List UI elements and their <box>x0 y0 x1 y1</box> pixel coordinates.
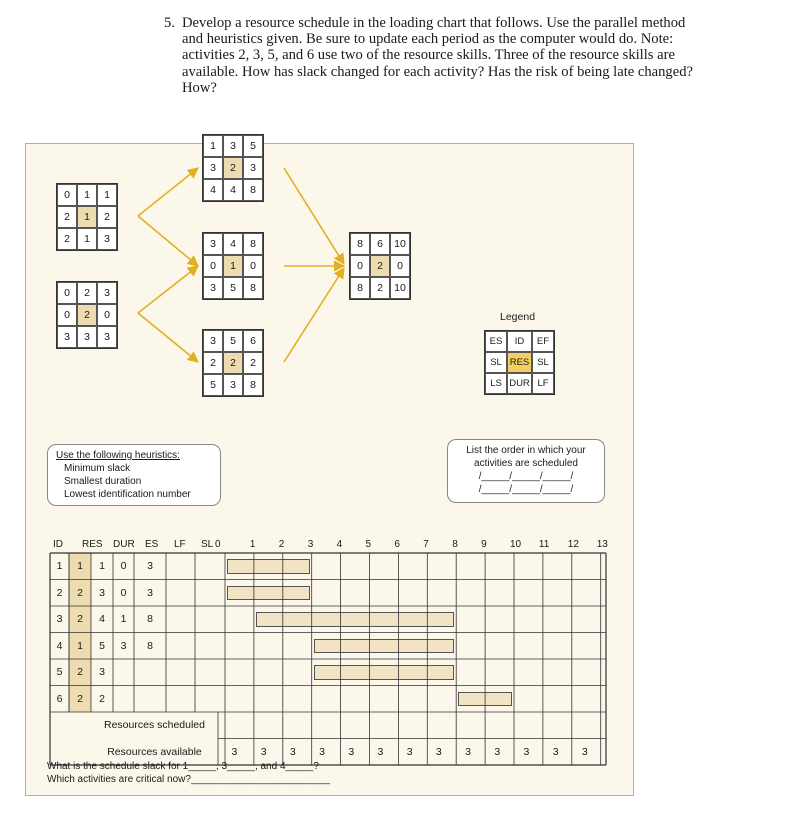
table-cell-id: 3 <box>56 613 63 626</box>
table-cell-es: 0 <box>120 586 127 599</box>
node-cell: 2 <box>223 352 243 374</box>
node-cell: 0 <box>350 255 370 277</box>
time-label: 13 <box>596 539 608 550</box>
time-label: 10 <box>510 539 522 550</box>
available-value: 3 <box>465 745 471 758</box>
time-label: 11 <box>538 539 550 550</box>
node-cell: 8 <box>243 374 263 396</box>
node-cell: 0 <box>57 282 77 304</box>
heuristic-item: Smallest duration <box>64 476 142 487</box>
node-cell: 1 <box>203 135 223 157</box>
available-value: 3 <box>289 745 296 758</box>
node-cell: 3 <box>203 157 223 179</box>
legend-cell: ES <box>485 331 507 352</box>
node-cell: 5 <box>223 277 243 299</box>
footer-text: , 3 <box>216 761 228 772</box>
available-value: 3 <box>581 745 588 758</box>
legend-cell: SL <box>485 352 507 373</box>
time-label: 5 <box>365 539 372 550</box>
table-cell-lf: 8 <box>147 613 153 626</box>
node-cell: 2 <box>77 304 97 326</box>
node-cell: 6 <box>370 233 390 255</box>
available-value: 3 <box>319 745 325 758</box>
node-cell: 0 <box>57 304 77 326</box>
node-cell: 0 <box>203 255 223 277</box>
node-cell: 2 <box>77 282 97 304</box>
table-cell-lf: 3 <box>147 586 153 599</box>
table-cell-id: 1 <box>56 560 63 573</box>
node-cell: 1 <box>97 184 117 206</box>
legend-cell: SL <box>532 352 554 373</box>
time-label: 1 <box>249 539 256 550</box>
answer-blank[interactable]: _____ <box>227 761 255 772</box>
time-label: 7 <box>423 539 429 550</box>
node-cell: 2 <box>370 255 390 277</box>
time-label: 4 <box>336 539 343 550</box>
column-header: LF <box>174 539 186 550</box>
time-label: 2 <box>278 539 285 550</box>
footer-text: Which activities are critical now? <box>47 774 191 785</box>
answer-blank[interactable]: _________________________ <box>190 774 330 785</box>
column-header: SL <box>201 539 214 550</box>
column-header: DUR <box>113 539 135 550</box>
table-cell-dur: 3 <box>99 666 105 679</box>
node-cell: 1 <box>223 255 243 277</box>
time-label: 12 <box>567 539 579 550</box>
node-cell: 3 <box>77 326 97 348</box>
footer-text: What is the schedule slack for 1 <box>47 761 189 772</box>
node-cell: 3 <box>243 157 263 179</box>
table-cell-dur: 5 <box>99 639 105 652</box>
node-cell: 2 <box>370 277 390 299</box>
node-cell: 1 <box>77 184 97 206</box>
node-cell: 3 <box>97 326 117 348</box>
node-cell: 2 <box>203 352 223 374</box>
resources-scheduled-label: Resources scheduled <box>104 719 205 732</box>
node-cell: 0 <box>97 304 117 326</box>
node-cell: 8 <box>350 277 370 299</box>
node-cell: 3 <box>97 228 117 250</box>
answer-blank[interactable]: _____ <box>188 761 216 772</box>
legend-cell: LS <box>485 373 507 394</box>
available-value: 3 <box>406 745 413 758</box>
node-cell: 3 <box>223 135 243 157</box>
node-cell: 4 <box>223 233 243 255</box>
table-cell-es: 1 <box>120 613 127 626</box>
node-cell: 0 <box>243 255 263 277</box>
column-header: ID <box>53 539 63 550</box>
footer-text: ? <box>313 761 319 772</box>
table-cell-dur: 1 <box>99 560 105 573</box>
heuristics-title: Use the following heuristics: <box>56 450 180 461</box>
node-cell: 2 <box>243 352 263 374</box>
table-cell-es: 0 <box>120 560 127 573</box>
node-cell: 1 <box>77 228 97 250</box>
node-cell: 3 <box>203 330 223 352</box>
time-label: 6 <box>394 539 400 550</box>
node-cell: 0 <box>57 184 77 206</box>
time-label: 0 <box>215 539 221 550</box>
available-value: 3 <box>552 745 559 758</box>
footer-text: , and 4 <box>254 761 286 772</box>
available-value: 3 <box>260 745 267 758</box>
node-cell: 3 <box>203 233 223 255</box>
order-box-line1: List the order in which your <box>466 445 586 456</box>
node-cell: 3 <box>97 282 117 304</box>
node-cell: 10 <box>390 277 410 299</box>
legend-cell: EF <box>532 331 554 352</box>
table-cell-res: 1 <box>69 633 91 660</box>
available-value: 3 <box>231 745 238 758</box>
node-cell: 3 <box>223 374 243 396</box>
node-cell: 2 <box>223 157 243 179</box>
table-cell-dur: 3 <box>99 586 105 599</box>
available-value: 3 <box>435 745 442 758</box>
legend-title: Legend <box>500 311 536 323</box>
legend-cell: RES <box>507 352 532 373</box>
legend-cell: DUR <box>507 373 532 394</box>
table-cell-lf: 8 <box>147 639 153 652</box>
node-cell: 6 <box>243 330 263 352</box>
order-blanks-1: /_____/_____/_____/ <box>478 471 574 482</box>
table-cell-id: 5 <box>56 666 63 679</box>
node-cell: 8 <box>243 277 263 299</box>
table-cell-res: 2 <box>69 659 91 686</box>
footer-question-2 <box>47 773 330 786</box>
table-cell-id: 6 <box>56 692 63 705</box>
node-cell: 3 <box>203 277 223 299</box>
node-cell: 8 <box>243 179 263 201</box>
table-cell-lf: 3 <box>147 560 153 573</box>
time-label: 9 <box>481 539 487 550</box>
table-cell-res: 2 <box>69 606 91 633</box>
resources-available-label: Resources available <box>107 745 202 758</box>
node-cell: 4 <box>223 179 243 201</box>
available-value: 3 <box>348 745 355 758</box>
node-cell: 1 <box>77 206 97 228</box>
answer-blank[interactable]: _____ <box>285 761 314 772</box>
table-cell-id: 2 <box>56 586 63 599</box>
available-value: 3 <box>377 745 384 758</box>
column-header: RES <box>82 539 103 550</box>
node-cell: 0 <box>390 255 410 277</box>
time-label: 8 <box>452 539 458 550</box>
table-cell-dur: 2 <box>99 692 105 705</box>
question-text: Develop a resource schedule in the loading chart that follows. Use the parallel method and heuristics given. Be sure to update each period as the computer would do. Note: activities 2, 3, 5, and 6 use two of the resource skills. Three of the resource skills are available. How has slack changed for each activity? Has the risk of being late changed? How? <box>182 15 693 96</box>
available-value: 3 <box>494 745 501 758</box>
table-cell-res: 1 <box>69 553 91 580</box>
question-number: 5. <box>164 15 175 31</box>
table-cell-es: 3 <box>120 639 127 652</box>
available-value: 3 <box>523 745 530 758</box>
node-cell: 2 <box>97 206 117 228</box>
heuristic-item: Minimum slack <box>64 463 131 474</box>
node-cell: 8 <box>350 233 370 255</box>
node-cell: 5 <box>223 330 243 352</box>
node-cell: 10 <box>390 233 410 255</box>
time-label: 3 <box>307 539 314 550</box>
node-cell: 3 <box>57 326 77 348</box>
column-header: ES <box>145 539 159 550</box>
heuristic-item: Lowest identification number <box>64 489 191 500</box>
legend-cell: ID <box>507 331 532 352</box>
table-cell-dur: 4 <box>99 613 105 626</box>
node-cell: 8 <box>243 233 263 255</box>
order-box-line2: activities are scheduled <box>474 458 578 469</box>
node-cell: 4 <box>203 179 223 201</box>
node-cell: 5 <box>203 374 223 396</box>
table-cell-res: 2 <box>69 580 91 607</box>
node-cell: 2 <box>57 206 77 228</box>
table-cell-id: 4 <box>56 639 63 652</box>
table-cell-res: 2 <box>69 686 91 713</box>
order-blanks-2: /_____/_____/_____/ <box>478 484 574 495</box>
footer-question-1 <box>47 760 319 773</box>
legend-cell: LF <box>532 373 554 394</box>
node-cell: 2 <box>57 228 77 250</box>
node-cell: 5 <box>243 135 263 157</box>
